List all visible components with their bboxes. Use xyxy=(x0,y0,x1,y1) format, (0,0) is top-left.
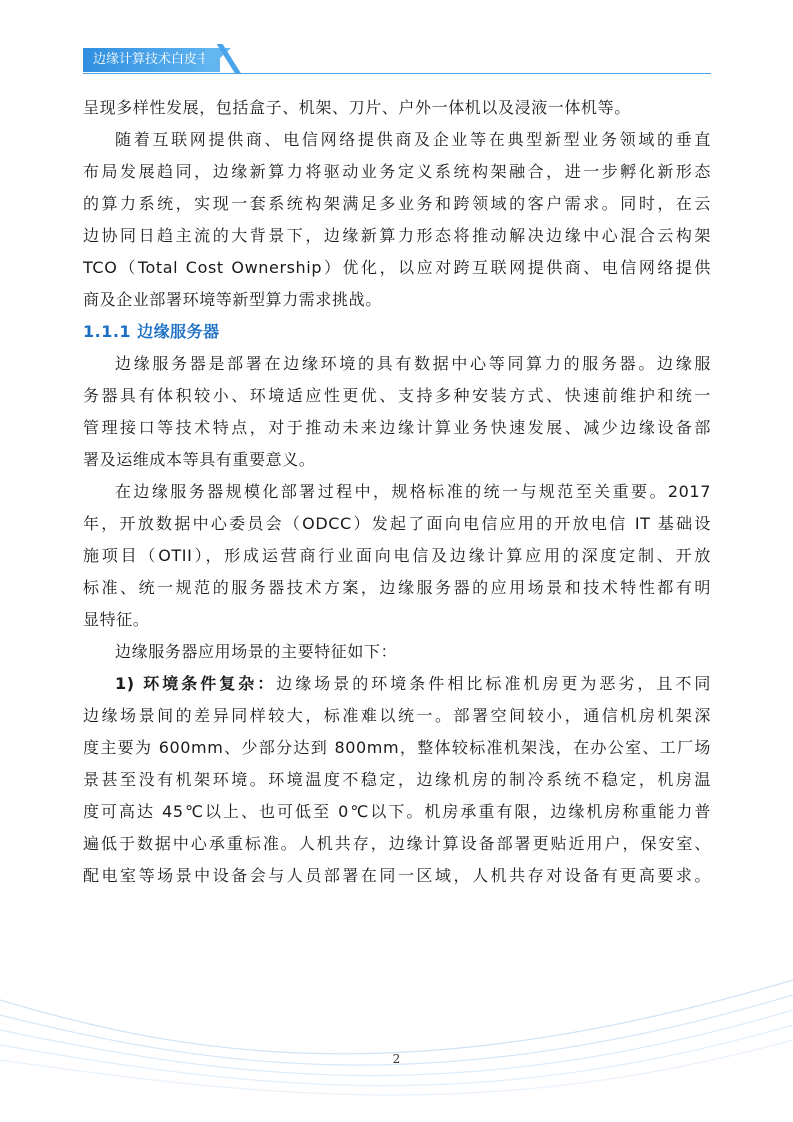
document-body xyxy=(83,92,711,892)
line: 景甚至没有机架环境。环境温度不稳定，边缘机房的制冷系统不稳定，机房温 xyxy=(83,770,711,789)
line: 度主要为 600mm、少部分达到 800mm，整体较标准机架浅，在办公室、工厂场 xyxy=(83,738,711,757)
line: 边协同日趋主流的大背景下，边缘新算力形态将推动解决边缘中心混合云构架 xyxy=(83,226,711,245)
paragraph-intro: 呈现多样性发展，包括盒子、机架、刀片、户外一体机以及浸液一体机等。 xyxy=(83,98,631,117)
line: 配电室等场景中设备会与人员部署在同一区域，人机共存对设备有更高要求。 xyxy=(83,866,711,885)
line: 的算力系统，实现一套系统构架满足多业务和跨领域的客户需求。同时，在云 xyxy=(83,194,711,213)
paragraph-cloud-edge xyxy=(83,124,711,316)
line: 显特征。 xyxy=(83,610,150,629)
paragraph-environment xyxy=(83,668,711,892)
line: 管理接口等技术特点，对于推动未来边缘计算业务快速发展、减少边缘设备部 xyxy=(83,418,711,437)
line: 年，开放数据中心委员会（ODCC）发起了面向电信应用的开放电信 IT 基础设 xyxy=(83,514,711,533)
line: 遍低于数据中心承重标准。人机共存，边缘计算设备部署更贴近用户，保安室、 xyxy=(83,834,711,853)
line: 度可高达 45℃以上、也可低至 0℃以下。机房承重有限，边缘机房称重能力普 xyxy=(83,802,711,821)
paragraph-features-intro: 边缘服务器应用场景的主要特征如下： xyxy=(115,642,398,661)
list-item-label: 1) 环境条件复杂： xyxy=(115,674,277,693)
list-item-text: 边缘场景的环境条件相比标准机房更为恶劣，且不同 xyxy=(276,674,711,693)
line: 务器具有体积较小、环境适应性更优、支持多种安装方式、快速前维护和统一 xyxy=(83,386,711,405)
section-heading: 1.1.1 边缘服务器 xyxy=(83,322,220,341)
paragraph-edge-server-definition xyxy=(83,348,711,476)
page-header xyxy=(0,0,793,80)
paragraph-otii xyxy=(83,476,711,636)
page-number: 2 xyxy=(392,1052,401,1066)
header-title: 边缘计算技术白皮书 xyxy=(83,48,220,72)
line: 布局发展趋同，边缘新算力将驱动业务定义系统构架融合，进一步孵化新形态 xyxy=(83,162,711,181)
line: 边缘场景间的差异同样较大，标准难以统一。部署空间较小，通信机房机架深 xyxy=(83,706,711,725)
line: 标准、统一规范的服务器技术方案，边缘服务器的应用场景和技术特性都有明 xyxy=(83,578,711,597)
line: TCO（Total Cost Ownership）优化，以应对跨互联网提供商、电信网络提供 xyxy=(83,258,711,277)
line: 在边缘服务器规模化部署过程中，规格标准的统一与规范至关重要。2017 xyxy=(115,482,711,501)
header-rule xyxy=(83,73,711,74)
footer-wave-decoration xyxy=(0,940,793,1122)
line: 随着互联网提供商、电信网络提供商及企业等在典型新型业务领域的垂直 xyxy=(115,130,711,149)
line: 商及企业部署环境等新型算力需求挑战。 xyxy=(83,290,382,309)
line: 边缘服务器是部署在边缘环境的具有数据中心等同算力的服务器。边缘服 xyxy=(115,354,711,373)
line xyxy=(83,668,711,700)
line: 施项目（OTII），形成运营商行业面向电信及边缘计算应用的深度定制、开放 xyxy=(83,546,711,565)
line: 署及运维成本等具有重要意义。 xyxy=(83,450,316,469)
